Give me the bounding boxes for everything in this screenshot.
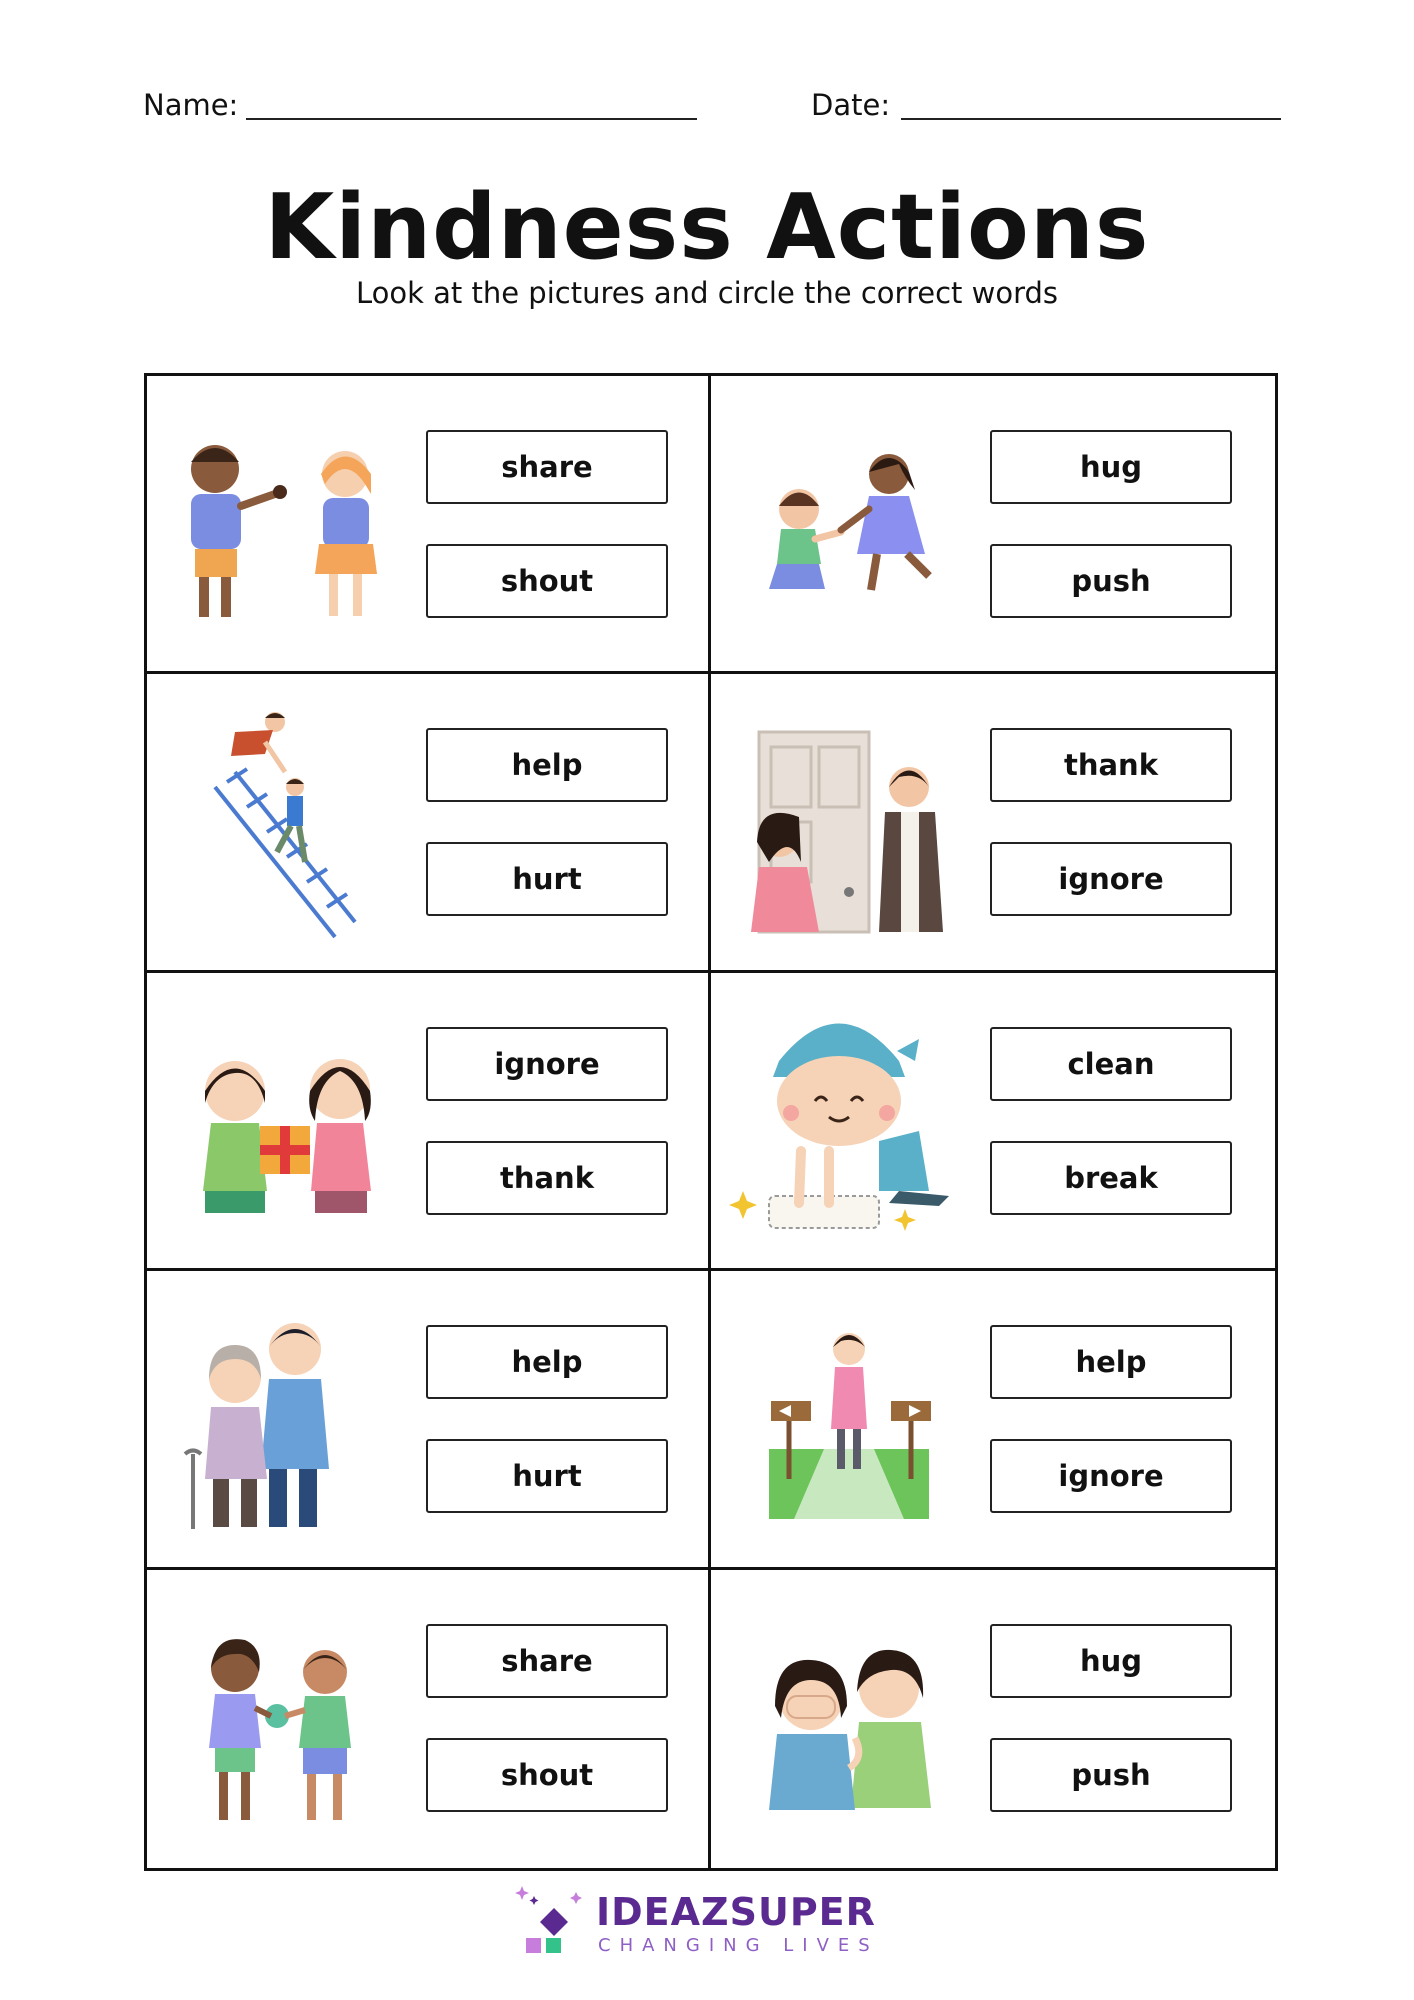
answer-option-share[interactable]: share bbox=[426, 430, 668, 504]
activity-grid bbox=[144, 373, 1278, 1871]
date-write-line[interactable] bbox=[901, 118, 1281, 120]
helping-elderly-picture bbox=[165, 1289, 405, 1544]
answer-option-hurt[interactable]: hurt bbox=[426, 1439, 668, 1513]
answer-option-help[interactable]: help bbox=[990, 1325, 1232, 1399]
answer-option-help[interactable]: help bbox=[426, 728, 668, 802]
page-title: Kindness Actions bbox=[264, 175, 1150, 280]
holding-door-picture bbox=[729, 692, 969, 947]
giving-gift-picture bbox=[165, 991, 405, 1246]
helping-up-ladder-picture bbox=[165, 692, 405, 947]
answer-option-help[interactable]: help bbox=[426, 1325, 668, 1399]
comforting-crying-friend-picture bbox=[729, 1588, 969, 1843]
answer-option-thank[interactable]: thank bbox=[990, 728, 1232, 802]
answer-option-hurt[interactable]: hurt bbox=[426, 842, 668, 916]
answer-option-share[interactable]: share bbox=[426, 1624, 668, 1698]
page-subtitle: Look at the pictures and circle the correct words bbox=[355, 276, 1059, 310]
activity-card bbox=[711, 973, 1275, 1271]
date-field bbox=[811, 88, 890, 122]
date-label: Date: bbox=[811, 88, 891, 122]
child-at-crossroads-picture bbox=[729, 1289, 969, 1544]
answer-option-break[interactable]: break bbox=[990, 1141, 1232, 1215]
answer-option-clean[interactable]: clean bbox=[990, 1027, 1232, 1101]
answer-option-thank[interactable]: thank bbox=[426, 1141, 668, 1215]
answer-option-ignore[interactable]: ignore bbox=[990, 842, 1232, 916]
name-write-line[interactable] bbox=[246, 118, 697, 120]
activity-card bbox=[147, 973, 711, 1271]
name-label: Name: bbox=[143, 88, 239, 122]
brand-tagline: CHANGING LIVES bbox=[598, 1935, 879, 1956]
answer-option-ignore[interactable]: ignore bbox=[990, 1439, 1232, 1513]
answer-option-hug[interactable]: hug bbox=[990, 1624, 1232, 1698]
activity-card bbox=[711, 1570, 1275, 1868]
brand-name: IDEAZSUPER bbox=[596, 1890, 876, 1934]
answer-option-hug[interactable]: hug bbox=[990, 430, 1232, 504]
answer-option-push[interactable]: push bbox=[990, 1738, 1232, 1812]
activity-card bbox=[711, 1271, 1275, 1569]
answer-option-push[interactable]: push bbox=[990, 544, 1232, 618]
name-field bbox=[143, 88, 238, 122]
answer-option-ignore[interactable]: ignore bbox=[426, 1027, 668, 1101]
activity-card bbox=[147, 1271, 711, 1569]
answer-option-shout[interactable]: shout bbox=[426, 1738, 668, 1812]
answer-option-shout[interactable]: shout bbox=[426, 544, 668, 618]
activity-card bbox=[147, 1570, 711, 1868]
children-sharing-toy-picture bbox=[165, 1588, 405, 1843]
wiping-floor-picture bbox=[729, 991, 969, 1246]
activity-card bbox=[147, 376, 711, 674]
child-reaching-to-help-picture bbox=[729, 394, 969, 649]
activity-card bbox=[711, 674, 1275, 972]
children-sharing-food-picture bbox=[165, 394, 405, 649]
activity-card bbox=[147, 674, 711, 972]
activity-card bbox=[711, 376, 1275, 674]
